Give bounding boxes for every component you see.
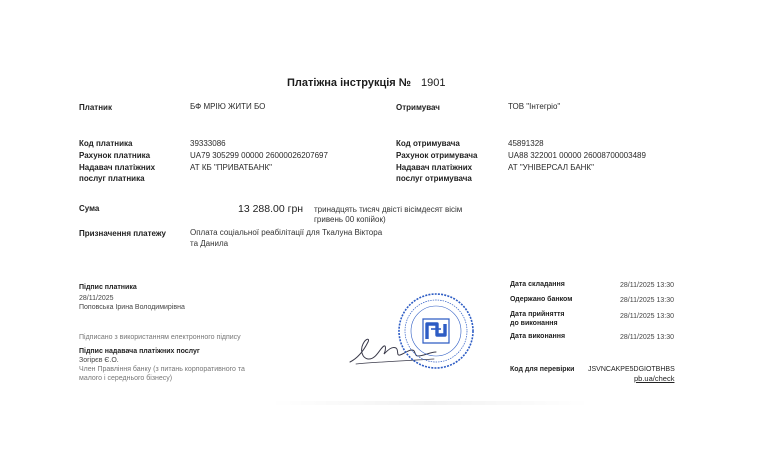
bank-stamp-icon bbox=[396, 291, 476, 371]
date-executed: 28/11/2025 13:30 bbox=[620, 334, 674, 341]
document-number: 1901 bbox=[421, 77, 446, 89]
recipient-label: Отримувач bbox=[396, 103, 440, 112]
payer-signature-name: Поповська Ірина Володимирівна bbox=[79, 304, 185, 311]
date-received: 28/11/2025 13:30 bbox=[620, 297, 674, 304]
recipient-provider: АТ "УНІВЕРСАЛ БАНК" bbox=[508, 163, 594, 172]
payer-name: БФ МРІЮ ЖИТИ БО bbox=[190, 102, 266, 111]
payer-account: UA79 305299 00000 26000026207697 bbox=[190, 151, 328, 160]
recipient-code-label: Код отримувача bbox=[396, 139, 460, 148]
amount-words-line-1: тринадцять тисяч двісті вісімдесят вісім bbox=[314, 205, 463, 214]
date-executed-label: Дата виконання bbox=[510, 333, 566, 340]
recipient-account-label: Рахунок отримувача bbox=[396, 151, 478, 160]
date-accepted-label-2: до виконання bbox=[510, 320, 558, 327]
purpose-text-line-2: та Данила bbox=[190, 239, 229, 248]
provider-position-line-2: малого і середнього бізнесу) bbox=[79, 375, 173, 382]
purpose-text-line-1: Оплата соціальної реабілітації для Ткалуна Віктора bbox=[190, 228, 383, 237]
date-composed-label: Дата складання bbox=[510, 281, 565, 288]
payer-label: Платник bbox=[79, 103, 112, 112]
verification-link[interactable]: pb.ua/check bbox=[634, 374, 675, 383]
page-bottom-shadow bbox=[270, 401, 590, 405]
e-signed-note: Підписано з використанням електронного підпису bbox=[79, 334, 241, 341]
verification-label: Код для перевірки bbox=[510, 366, 575, 373]
recipient-code: 45891328 bbox=[508, 139, 544, 148]
payer-account-label: Рахунок платника bbox=[79, 151, 151, 160]
date-accepted-label-1: Дата прийняття bbox=[510, 311, 565, 318]
purpose-label: Призначення платежу bbox=[79, 229, 167, 238]
amount-label: Сума bbox=[79, 204, 100, 213]
document-title-text: Платіжна інструкція № bbox=[287, 77, 412, 89]
amount-words-line-2: гривень 00 копійок) bbox=[314, 215, 386, 224]
date-accepted: 28/11/2025 13:30 bbox=[620, 313, 674, 320]
provider-signature-label: Підпис надавача платіжних послуг bbox=[79, 348, 200, 355]
recipient-provider-label-1: Надавач платіжних bbox=[396, 163, 473, 172]
payer-provider-label-1: Надавач платіжних bbox=[79, 163, 156, 172]
date-received-label: Одержано банком bbox=[510, 296, 573, 303]
verification-code: JSVNCAKPE5DGIOTBHBS bbox=[588, 366, 675, 373]
document-title bbox=[287, 77, 446, 90]
recipient-account: UA88 322001 00000 26008700003489 bbox=[508, 151, 646, 160]
date-composed: 28/11/2025 13:30 bbox=[620, 282, 674, 289]
recipient-provider-label-2: послуг отримувача bbox=[396, 174, 472, 183]
payer-provider: АТ КБ "ПРИВАТБАНК" bbox=[190, 163, 272, 172]
amount-value: 13 288.00 грн bbox=[238, 203, 304, 215]
payer-signature-date: 28/11/2025 bbox=[79, 295, 114, 302]
payer-provider-label-2: послуг платника bbox=[79, 174, 145, 183]
payer-signature-label: Підпис платника bbox=[79, 284, 137, 291]
provider-signature-name: Зогірєв Є.О. bbox=[79, 357, 119, 364]
payer-code-label: Код платника bbox=[79, 139, 133, 148]
recipient-name: ТОВ "Інтегріо" bbox=[508, 102, 561, 111]
provider-position-line-1: Член Правління банку (з питань корпоративного та bbox=[79, 366, 245, 373]
payer-code: 39333086 bbox=[190, 139, 226, 148]
